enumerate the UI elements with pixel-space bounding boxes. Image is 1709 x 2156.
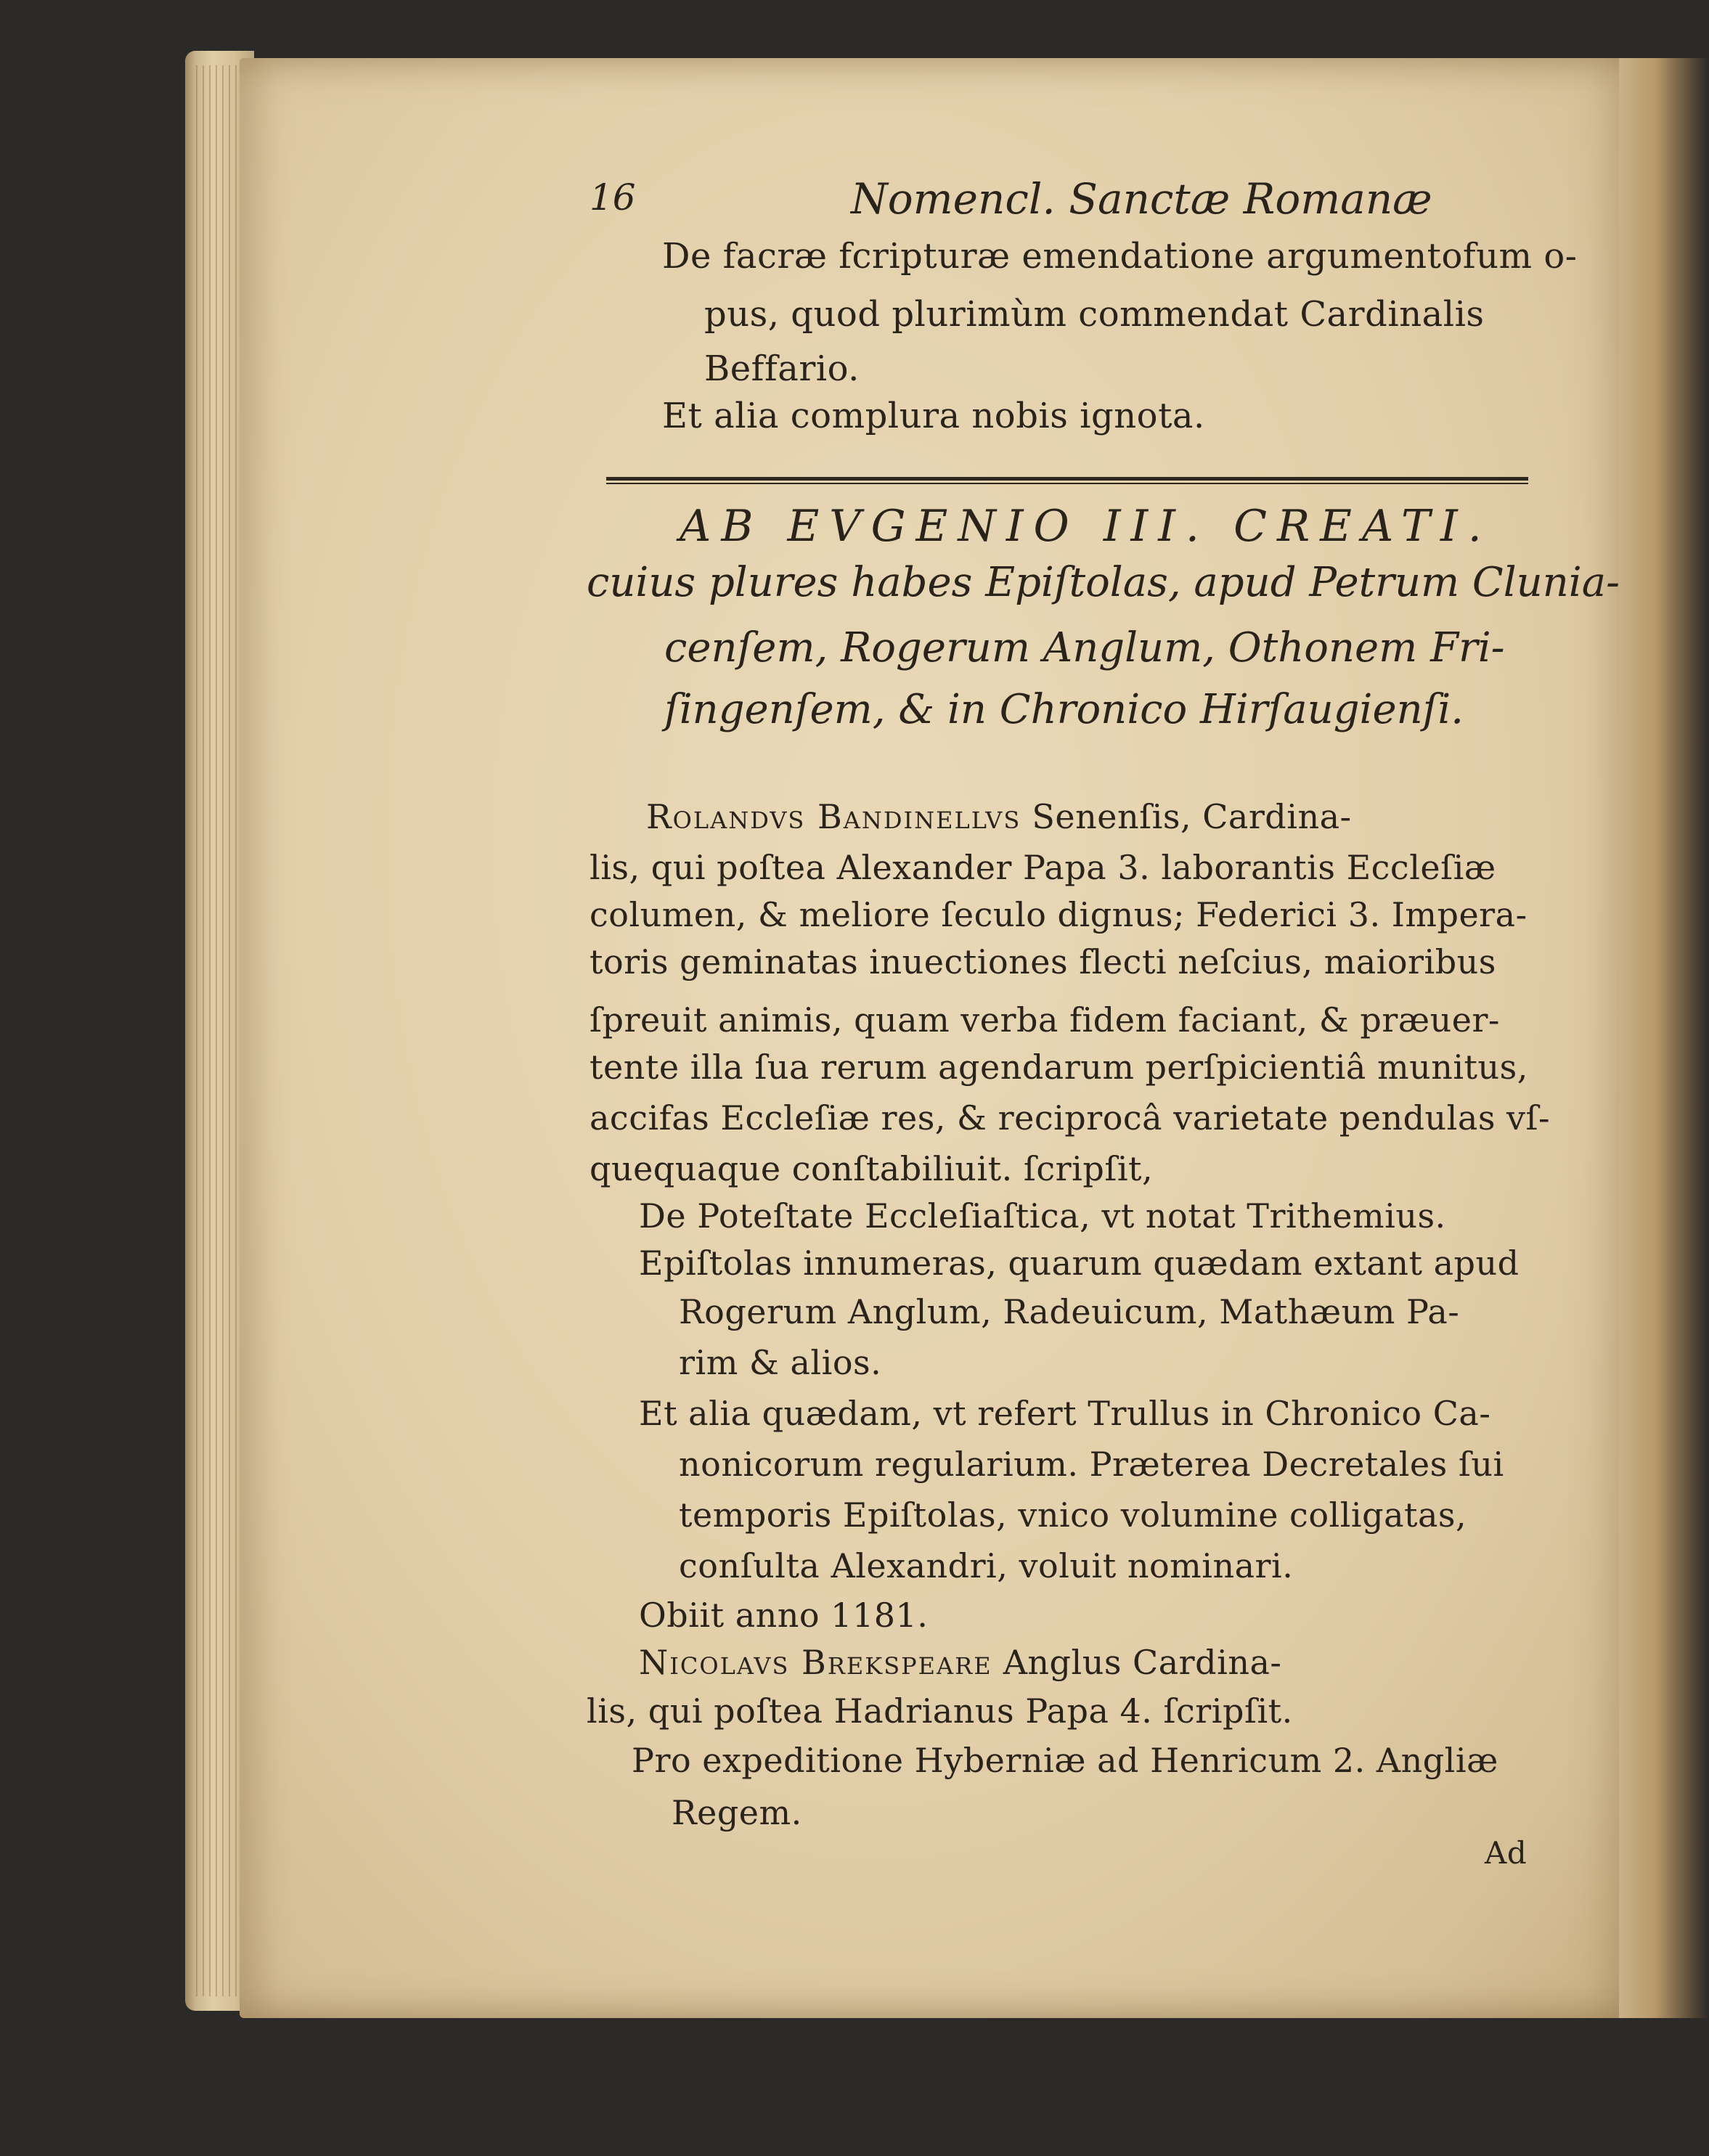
rolandus-line-13: nonicorum regularium. Præterea Decretales ſui (679, 1445, 1504, 1484)
section-subtitle-line-3: ſingenſem, & in Chronico Hirſaugienſi. (664, 686, 1464, 733)
section-subtitle-line-2: cenſem, Rogerum Anglum, Othonem Fri- (664, 624, 1505, 671)
nicolaus-line-2: Pro expeditione Hyberniæ ad Henricum 2. Angliæ (632, 1741, 1498, 1780)
rolandus-line-11: rim & alios. (679, 1343, 882, 1382)
rolandus-name: Rolandvs Bandinellvs (646, 797, 1021, 836)
rolandus-line-2: columen, & meliore ſeculo dignus; Federici 3. Impera- (590, 895, 1528, 934)
nicolaus-line-1: lis, qui poſtea Hadrianus Papa 4. ſcripſit. (587, 1691, 1293, 1731)
section-subtitle-line-1: cuius plures habes Epiſtolas, apud Petrum Clunia- (587, 559, 1620, 606)
nicolaus-line-0: Anglus Cardina- (992, 1643, 1282, 1682)
rolandus-line-1: lis, qui poſtea Alexander Papa 3. laborantis Eccleſiæ (590, 848, 1496, 887)
nicolaus-name: Nicolavs Brekspeare (639, 1643, 992, 1682)
rolandus-line-14: temporis Epiſtolas, vnico volumine colligatas, (679, 1495, 1467, 1535)
rolandus-line-6: accifas Eccleſiæ res, & reciprocâ varietate pendulas vſ- (590, 1098, 1551, 1138)
top-line-1: De facræ fcripturæ emendatione argumentofum o- (662, 236, 1578, 277)
rolandus-first-line (646, 797, 1352, 836)
rolandus-line-16: Obiit anno 1181. (639, 1596, 929, 1635)
rolandus-line-0: Senenſis, Cardina- (1021, 797, 1352, 836)
rolandus-line-4: ſpreuit animis, quam verba fidem faciant, & præuer- (590, 1000, 1500, 1040)
rolandus-line-12: Et alia quædam, vt refert Trullus in Chronico Ca- (639, 1394, 1491, 1433)
rolandus-line-10: Rogerum Anglum, Radeuicum, Mathæum Pa- (679, 1292, 1460, 1331)
page-number: 16 (590, 176, 636, 219)
top-line-4: Et alia complura nobis ignota. (662, 396, 1205, 436)
rolandus-line-5: tente illa ſua rerum agendarum perſpicientiâ munitus, (590, 1048, 1528, 1087)
section-title: AB EVGENIO III. CREATI. (680, 501, 1492, 552)
running-title: Nomencl. Sanctæ Romanæ (851, 174, 1432, 224)
rolandus-line-8: De Poteſtate Eccleſiaſtica, vt notat Trithemius. (639, 1196, 1446, 1236)
section-divider (606, 477, 1528, 484)
top-line-2: pus, quod plurimùm commendat Cardinalis (704, 294, 1485, 335)
rolandus-line-3: toris geminatas inuectiones flecti neſcius, maioribus (590, 942, 1496, 981)
rolandus-line-7: quequaque conſtabiliuit. ſcripſit, (590, 1149, 1154, 1188)
catchword: Ad (1485, 1835, 1528, 1871)
gutter-shadow (1619, 58, 1709, 2018)
rolandus-line-9: Epiſtolas innumeras, quarum quædam extant apud (639, 1244, 1520, 1283)
rolandus-line-15: conſulta Alexandri, voluit nominari. (679, 1546, 1294, 1585)
nicolaus-first-line (639, 1643, 1281, 1682)
top-line-3: Beffario. (704, 348, 860, 389)
nicolaus-line-3: Regem. (672, 1793, 802, 1832)
